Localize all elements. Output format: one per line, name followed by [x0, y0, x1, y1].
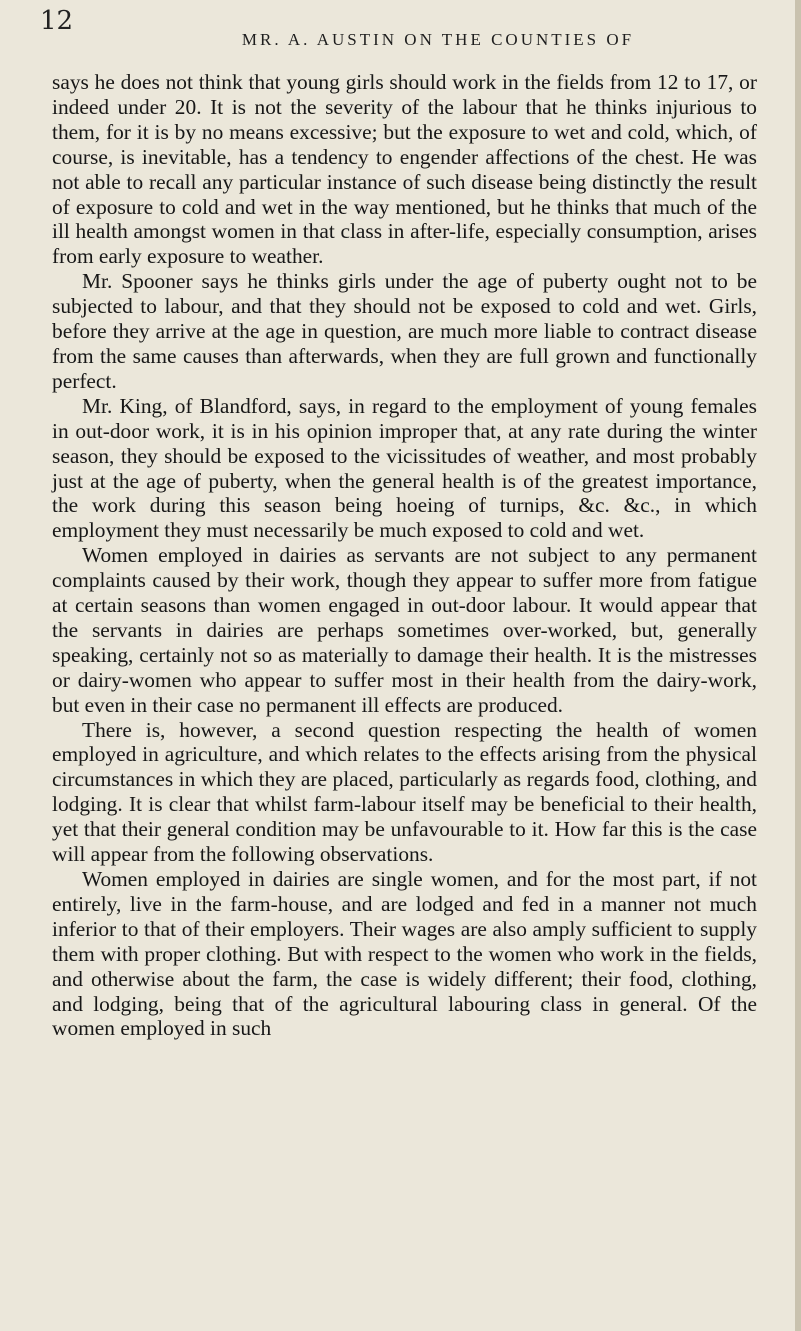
paragraph: Women employed in dairies are single women, and for the most part, if not entirely, live in the farm-house, and are lodged and fed in a manner not much inferior to that of their employers. Their wages are also amply sufficient to supply them with proper clothing. But with respect to the women who work in the fields, and otherwise about the farm, the case is widely different; their food, clothing, and lodging, being that of the agricultural labouring class in general. Of the women employed in such — [52, 867, 757, 1041]
paragraph: There is, however, a second question respecting the health of women employed in agriculture, and which relates to the effects arising from the physical circumstances in which they are placed, particularly as regards food, clothing, and lodging. It is clear that whilst farm-labour itself may be beneficial to their health, yet that their general condition may be unfavourable to it. How far this is the case will appear from the following observations. — [52, 717, 757, 867]
page-edge — [795, 0, 801, 1331]
running-head: MR. A. AUSTIN ON THE COUNTIES OF — [241, 30, 635, 49]
paragraph: says he does not think that young girls should work in the fields from 12 to 17, or indeed under 20. It is not the severity of the labour that he thinks injurious to them, for it is by no means excessive; but the exposure to wet and cold, which, of course, is inevitable, has a tendency to engender affections of the chest. He was not able to recall any particular instance of such disease being distinctly the result of exposure to cold and wet in the way mentioned, but he thinks that much of the ill health amongst women in that class in after-life, especially consumption, arises from early exposure to weather. — [52, 70, 757, 269]
body-text — [52, 70, 757, 1041]
paragraph: Women employed in dairies as servants are not subject to any permanent complaints caused by their work, though they appear to suffer more from fatigue at certain seasons than women engaged in out-door labour. It would appear that the servants in dairies are perhaps sometimes over-worked, but, generally speaking, certainly not so as materially to damage their health. It is the mistresses or dairy-women who appear to suffer most in their health from the dairy-work, but even in their case no permanent ill effects are produced. — [52, 543, 757, 717]
page-number: 12 — [40, 6, 74, 36]
paragraph: Mr. King, of Blandford, says, in regard to the employment of young females in out-door work, it is in his opinion improper that, at any rate during the winter season, they should be exposed to the vicissitudes of weather, and most probably just at the age of puberty, when the general health is of the greatest importance, the work during this season being hoeing of turnips, &c. &c., in which employment they must necessarily be much exposed to cold and wet. — [52, 393, 757, 543]
paragraph: Mr. Spooner says he thinks girls under the age of puberty ought not to be subjected to labour, and that they should not be exposed to cold and wet. Girls, before they arrive at the age in question, are much more liable to contract disease from the same causes than afterwards, when they are full grown and functionally perfect. — [52, 269, 757, 393]
